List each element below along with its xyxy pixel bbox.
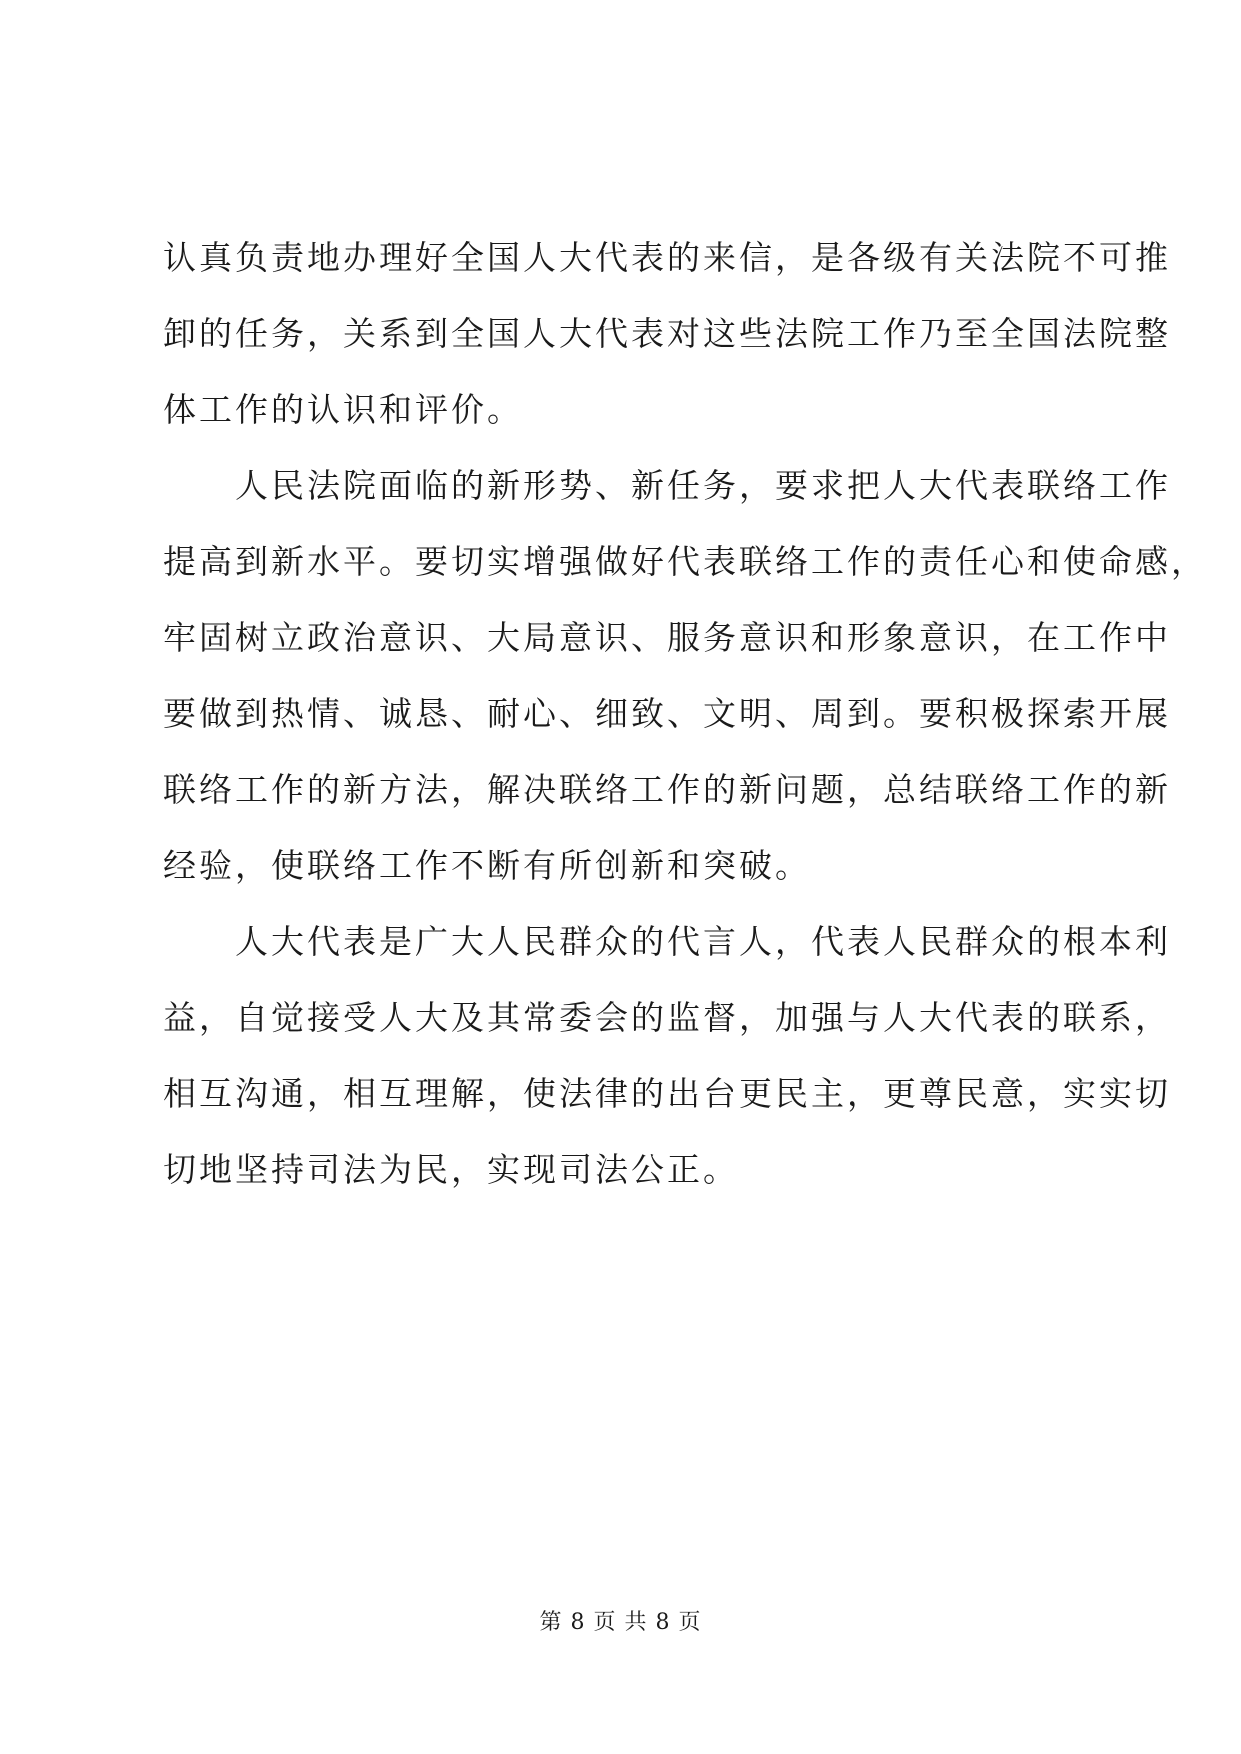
text-line: 体工作的认识和评价。 <box>163 390 523 429</box>
text-line: 人民法院面临的新形势、新任务，要求把人大代表联络工作 <box>163 466 1171 505</box>
document-body <box>163 220 1207 1208</box>
text-line: 要做到热情、诚恳、耐心、细致、文明、周到。要积极探索开展 <box>163 694 1171 733</box>
text-line: 牢固树立政治意识、大局意识、服务意识和形象意识，在工作中 <box>163 618 1171 657</box>
paragraph-2 <box>163 448 1207 904</box>
page-number-footer: 第 8 页 共 8 页 <box>539 1610 702 1635</box>
text-line: 认真负责地办理好全国人大代表的来信，是各级有关法院不可推 <box>163 238 1171 277</box>
paragraph-1 <box>163 220 1171 448</box>
text-line: 联络工作的新方法，解决联络工作的新问题，总结联络工作的新 <box>163 770 1171 809</box>
text-line: 人大代表是广大人民群众的代言人，代表人民群众的根本利 <box>163 922 1171 961</box>
text-line: 卸的任务，关系到全国人大代表对这些法院工作乃至全国法院整 <box>163 314 1171 353</box>
text-line: 切地坚持司法为民，实现司法公正。 <box>163 1150 739 1189</box>
text-line: 相互沟通，相互理解，使法律的出台更民主，更尊民意，实实切 <box>163 1074 1171 1113</box>
text-line: 经验，使联络工作不断有所创新和突破。 <box>163 846 811 885</box>
text-line: 提高到新水平。要切实增强做好代表联络工作的责任心和使命感， <box>163 542 1207 581</box>
paragraph-3 <box>163 904 1171 1208</box>
text-line: 益，自觉接受人大及其常委会的监督，加强与人大代表的联系， <box>163 998 1171 1037</box>
